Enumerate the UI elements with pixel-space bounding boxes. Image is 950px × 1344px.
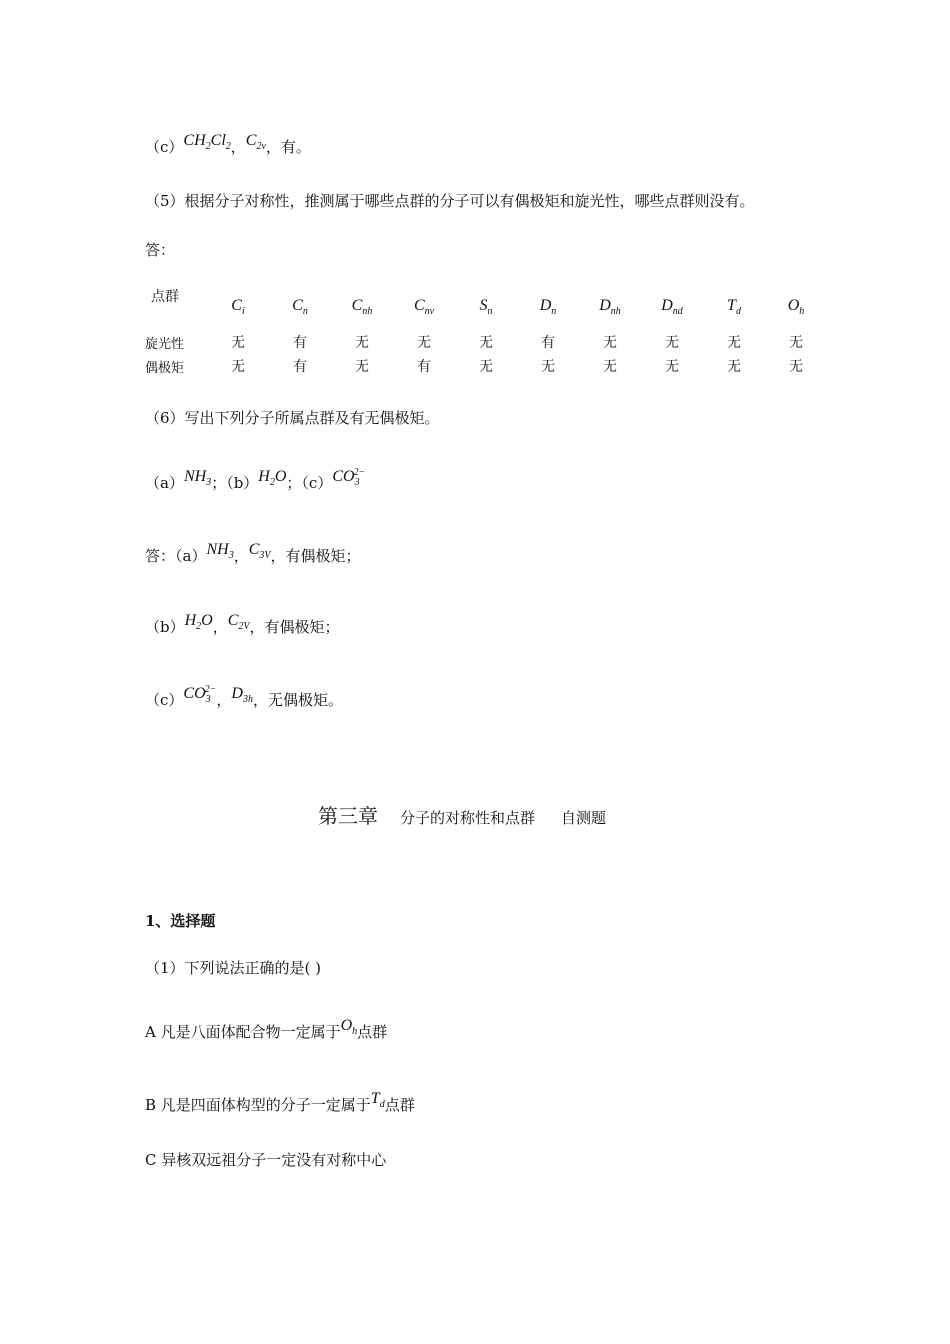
group-cn: $C_n$ — [292, 296, 308, 318]
answer-6c: $(c)CO_3^{2-}$，$D_{3h}$，无偶极矩。 — [145, 683, 343, 709]
table-header-label: 点群 — [151, 289, 179, 305]
answer-6b: $(b)H_2O$，$C_{2V}$，有偶极矩； — [145, 612, 340, 636]
group-dnh: $D_{nh}$ — [599, 296, 621, 318]
question-5: （5）根据分子对称性，推测属于哪些点群的分子可以有偶极矩和旋光性，哪些点群则没有。 — [145, 192, 755, 210]
group-dnd: $D_{nd}$ — [661, 296, 683, 318]
group-oh: $O_h$ — [787, 296, 805, 318]
table-row-dipole-moment: 偶极矩 无 有 无 有 无 无 无 无 无 无 — [145, 359, 803, 376]
group-td: $T_d$ — [727, 296, 741, 318]
option-a: A 凡是八面体配合物一定属于$O_h$点群 — [145, 1017, 388, 1041]
group-ci: $C_i$ — [231, 296, 245, 318]
table-header-row — [145, 284, 827, 330]
group-sn: $S_n$ — [479, 296, 493, 318]
answer-c-ch2cl2: $(c)CH_2Cl_2$，$C_{2v}$，有。 — [145, 132, 311, 156]
answer-label: 答： — [145, 241, 176, 259]
formula-ch2cl2: $CH_2Cl_2$ — [183, 132, 231, 153]
point-group-table — [145, 284, 827, 378]
option-c: C 异核双远祖分子一定没有对称中心 — [145, 1151, 387, 1169]
question-6: （6）写出下列分子所属点群及有无偶极矩。 — [145, 409, 440, 427]
table-row-optical-activity: 旋光性 无 有 无 无 无 有 无 无 无 无 — [145, 335, 803, 352]
chapter-heading: 第三章 分子的对称性和点群 自测题 — [318, 804, 607, 828]
question-6-molecules: $(a)NH_3$；$(b)H_2O$；$(c)CO_3^{2-}$ — [145, 466, 366, 492]
group-dn: $D_n$ — [539, 296, 557, 318]
answer-6a: 答：$(a)NH_3$，$C_{3V}$，有偶极矩； — [145, 541, 361, 565]
group-cnv: $C_{nv}$ — [413, 296, 435, 318]
question-1: （1）下列说法正确的是( ) — [145, 959, 322, 977]
section-choice-questions: 1、选择题 — [145, 912, 216, 930]
point-group-c2v: $C_{2v}$ — [245, 132, 266, 153]
group-cnh: $C_{nh}$ — [351, 296, 373, 318]
option-b: B 凡是四面体构型的分子一定属于$T_d$点群 — [145, 1090, 415, 1114]
